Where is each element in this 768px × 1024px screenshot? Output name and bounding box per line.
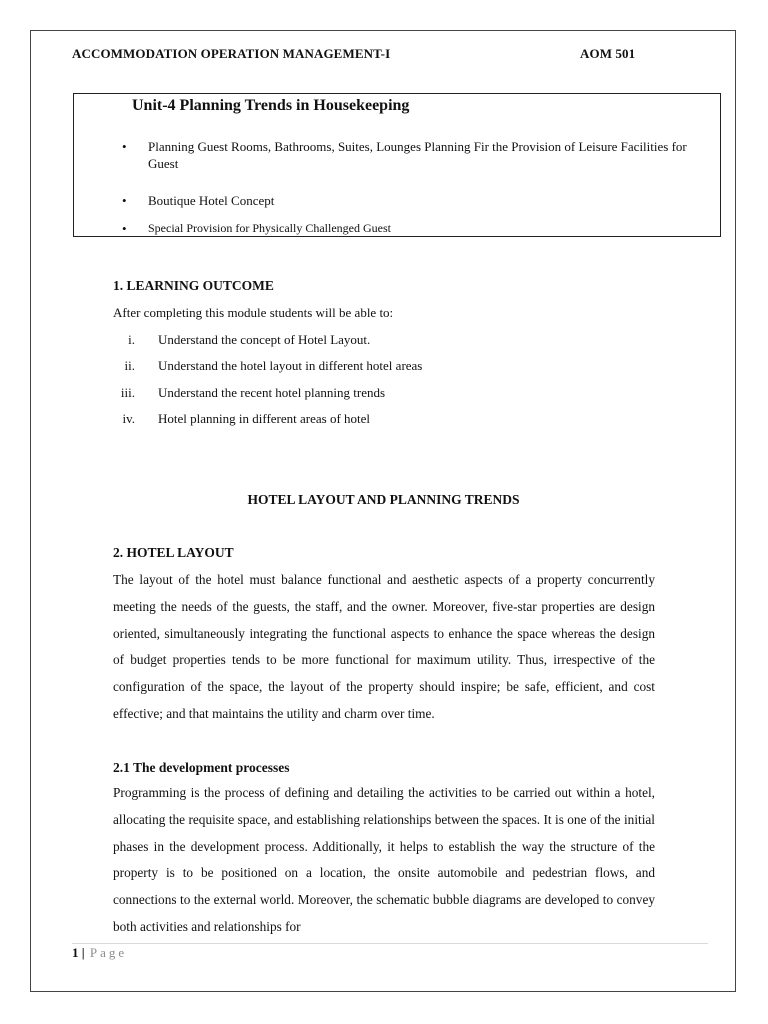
unit-topic-item: • Boutique Hotel Concept (122, 193, 275, 208)
learning-outcome-heading: 1. LEARNING OUTCOME (113, 278, 274, 293)
learning-outcome-intro: After completing this module students will be able to: (113, 305, 394, 320)
development-paragraph: Programming is the process of defining and detailing the activities to be carried out within a hotel, allocating the requisite space, and establishing relationships between the spaces. It is one of the initial phases in the development process. Additionally, it helps to establish the way the structure of the property is to be positioned on a location, the onsite automobile and pedestrian flows, and connections to the external world. Moreover, the schematic bubble diagrams are developed to convey both activities and relationships for (113, 785, 655, 934)
development-heading: 2.1 The development processes (113, 760, 290, 775)
page-footer (72, 945, 127, 961)
unit-topic-item: • Planning Guest Rooms, Bathrooms, Suites, Lounges Planning Fir the Provision of Leisure Facilities for Guest (122, 139, 687, 171)
page-label: Page (89, 945, 128, 960)
hotel-layout-paragraph: The layout of the hotel must balance functional and aesthetic aspects of a property concurrently meeting the needs of the guests, the staff, and the owner. Moreover, five-star properties are design oriented, simultaneously integrating the functional aspects to enhance the space whereas the design of budget properties tends to be more functional for maximum utility. Thus, irrespective of the configuration of the space, the layout of the property should inspire; be safe, efficient, and cost effective; and that maintains the utility and charm over time. (113, 572, 655, 721)
bullet-icon: • (122, 221, 127, 236)
course-code: AOM 501 (580, 46, 636, 61)
page-number: 1 (72, 945, 79, 960)
unit-title: Unit-4 Planning Trends in Housekeeping (132, 97, 410, 114)
bullet-icon: • (122, 139, 127, 154)
main-heading: HOTEL LAYOUT AND PLANNING TRENDS (247, 492, 520, 507)
unit-summary-box (73, 93, 721, 237)
footer-separator: | (81, 945, 85, 960)
hotel-layout-heading: 2. HOTEL LAYOUT (113, 545, 234, 560)
unit-topic-item: • Special Provision for Physically Challenged Guest (122, 221, 391, 236)
course-title: ACCOMMODATION OPERATION MANAGEMENT-I (72, 46, 391, 61)
document-header (72, 46, 672, 62)
footer-divider (72, 943, 708, 944)
bullet-icon: • (122, 193, 127, 208)
